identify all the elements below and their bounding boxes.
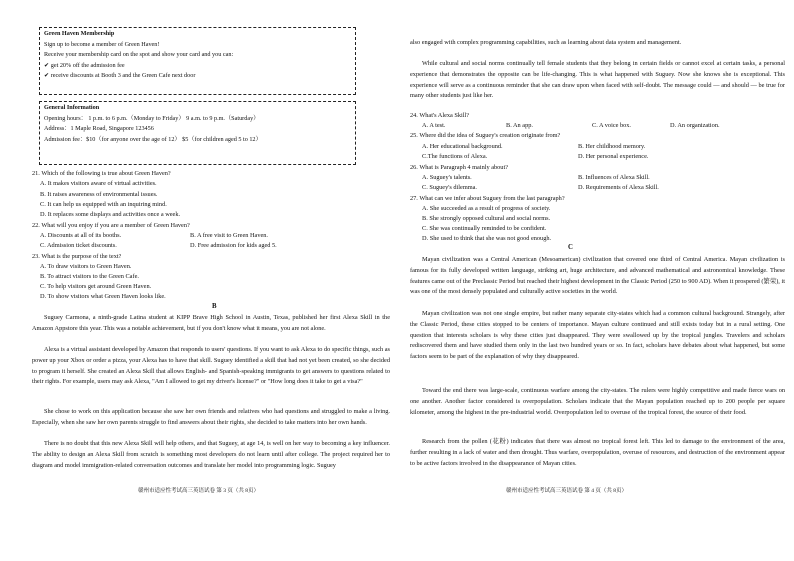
- q25-option-b: B. Her childhood memory.: [578, 143, 646, 150]
- q24-option-c: C. A voice box.: [592, 122, 632, 129]
- section-c-heading: C: [568, 244, 573, 251]
- passage-c-paragraph: Mayan civilization was a Central American (Mesoamerican) civilization that covered one third of Central America. Mayan civilization is famous for its fully developed written language, striking art, huge architecture, and advanced mathematical and astronomical knowledge. These features came out of the Preclassic Period but reached their highest development in the Classic Period (250 to 900 AD). When it prospered (繁荣), it was one of the most densely populated and culturally active societies in the world.: [410, 256, 785, 296]
- passage-b-paragraph: Alexa is a virtual assistant developed by Amazon that responds to users' questions. If you want to ask Alexa to do specific things, such as power up your Xbox or order a pizza, your Alexa has to have that skill. Suguey identified a skill that had not yet been created, so she decided to program it herself. She created an Alexa Skill that allows English- and Spanish-speaking immigrants to get answers to questions related to their rights. For example, users may ask Alexa, "Am I allowed to get my driver's license?" or "How long does it take to get a visa?": [32, 346, 390, 386]
- passage-c-paragraph: Research from the pollen (花粉) indicates that there was almost no tropical forest left. This led to damage to the environment of the area, further resulting in a lack of water and then drought. Thus warfare, overpopulation, overuse of resources, and destruction of the environment appear to be active factors involved in the disappearance of Mayan cities.: [410, 438, 785, 467]
- q24-option-d: D. An organization.: [670, 122, 720, 129]
- membership-title: Green Haven Membership: [44, 30, 115, 37]
- q21-option-a: A. It makes visitors aware of virtual activities.: [40, 180, 157, 187]
- membership-box: [39, 27, 356, 95]
- passage-c-paragraph: Mayan civilization was not one single empire, but rather many separate city-states which had a common cultural background. Strangely, after the Classic Period, these cities stopped to be centers of importance. Mayan culture continued and still exists today but in a rural setting. One question that interests scholars is why these cities just disappeared. They were swallowed up by the tropical jungles. Travelers and scholars rediscovered them and have studied them only in the last two hundred years or so. In fact, scholars have debates about what happened, but some factors seem to be part of the explanation of why they disappeared.: [410, 310, 785, 361]
- membership-line: Receive your membership card on the spot and show your card and you can:: [44, 51, 234, 58]
- question-27-stem: 27. What can we infer about Suguey from the last paragraph?: [410, 195, 565, 202]
- q26-option-c: C. Suguey's dilemma.: [422, 184, 478, 191]
- passage-b-paragraph: There is no doubt that this new Alexa Skill will help others, and that Suguey, at age 14, is well on her way to becoming a key influencer. The ability to design an Alexa Skill from scratch is something most developers do not learn until after college. The project required her to diagram and model immigration-related conversation outcomes and translate her model into programming logic. Suguey: [32, 440, 390, 469]
- membership-line: ✔ receive discounts at Booth 3 and the Green Cafe next door: [44, 72, 196, 79]
- passage-b-continuation: also engaged with complex programming capabilities, such as learning about data system and management.: [410, 39, 682, 46]
- q25-option-d: D. Her personal experience.: [578, 153, 649, 160]
- q26-option-b: B. Influences of Alexa Skill.: [578, 174, 650, 181]
- passage-b-paragraph: She chose to work on this application because she saw her own friends and relatives who had questions and struggled to make a living. Especially, when she saw her own parents struggle to find answers about their rights, she decided to take matters into her own hands.: [32, 408, 390, 426]
- left-page: [20, 0, 390, 561]
- q23-option-b: B. To attract visitors to the Green Cafe.: [40, 273, 139, 280]
- q27-option-a: A. She succeeded as a result of progress of society.: [422, 205, 551, 212]
- q22-option-b: B. A free visit to Green Haven.: [190, 232, 268, 239]
- q22-option-c: C. Admission ticket discounts.: [40, 242, 117, 249]
- question-22-stem: 22. What will you enjoy if you are a member of Green Haven?: [32, 222, 190, 229]
- q27-option-d: D. She used to think that she was not good enough.: [422, 235, 552, 242]
- general-info-line: Admission fee：$10（for anyone over the age of 12） $5（for children aged 5 to 12）: [44, 135, 262, 143]
- q24-option-b: B. An app.: [506, 122, 533, 129]
- general-info-line: Opening hours： 1 p.m. to 6 p.m.（Monday to Friday） 9 a.m. to 9 p.m.（Saturday）: [44, 114, 260, 122]
- section-b-heading: B: [212, 303, 217, 310]
- q25-option-a: A. Her educational background.: [422, 143, 503, 150]
- q23-option-a: A. To draw visitors to Green Haven.: [40, 263, 132, 270]
- question-23-stem: 23. What is the purpose of the text?: [32, 253, 122, 260]
- q21-option-b: B. It raises awareness of environmental issues.: [40, 191, 158, 198]
- passage-c-paragraph: Toward the end there was large-scale, continuous warfare among the city-states. The rulers were highly competitive and made fierce wars on one another. Another factor considered is overpopulation. Scholars indicate that the Mayan population reached up to 200 people per square kilometer, among the highest in the pre-industrial world. Overpopulation led to overuse of the tropical forest, the source of their food.: [410, 387, 785, 416]
- page-footer: 赣州市适应性考试高三英语试卷 第 3 页（共 8页）: [138, 488, 260, 494]
- q21-option-d: D. It replaces some displays and activities once a week.: [40, 211, 181, 218]
- page-footer: 赣州市适应性考试高三英语试卷 第 4 页（共 8页）: [506, 488, 628, 494]
- membership-line: ✔ get 20% off the admission fee: [44, 61, 125, 69]
- q24-options: [422, 121, 782, 132]
- general-info-line: Address：1 Maple Road, Singapore 123456: [44, 125, 154, 132]
- passage-b-continuation: While cultural and social norms continually tell female students that they belong in certain fields or cannot excel at certain tasks, a personal experience that demonstrates the opposite can be life-changing. This is what happened with Suguey. Now she knows she is exceptional. This experience will serve as a continuous reminder that she can draw upon when faced with self-doubt. The message could — and should — be true for many other students just like her.: [410, 60, 785, 100]
- right-page: [410, 0, 785, 561]
- q25-option-c: C.The functions of Alexa.: [422, 153, 488, 160]
- q21-option-c: C. It can help us equipped with an inquiring mind.: [40, 201, 167, 208]
- q27-option-b: B. She strongly opposed cultural and social norms.: [422, 215, 551, 222]
- question-25-stem: 25. Where did the idea of Suguey's creation originate from?: [410, 132, 561, 139]
- q22-option-d: D. Free admission for kids aged 5.: [190, 242, 277, 249]
- q23-option-d: D. To show visitors what Green Haven looks like.: [40, 293, 166, 300]
- q26-option-d: D. Requirements of Alexa Skill.: [578, 184, 659, 191]
- membership-line: Sign up to become a member of Green Haven!: [44, 40, 160, 48]
- question-24-stem: 24. What's Alexa Skill?: [410, 112, 470, 119]
- general-info-box: [39, 101, 356, 165]
- question-21-stem: 21. Which of the following is true about Green Haven?: [32, 170, 171, 177]
- q23-option-c: C. To help visitors get around Green Haven.: [40, 283, 152, 290]
- q27-option-c: C. She was continually reminded to be confident.: [422, 225, 547, 232]
- passage-b-paragraph: Suguey Carmona, a ninth-grade Latina student at KIPP Brave High School in Austin, Texas, published her first Alexa Skill in the Amazon Appstore this year. This was a notable achievement, but if you don't know what it means, you are not alone.: [32, 314, 390, 332]
- q22-option-a: A. Discounts at all of its booths.: [40, 232, 122, 239]
- general-info-title: General Information: [44, 104, 100, 111]
- question-26-stem: 26. What is Paragraph 4 mainly about?: [410, 164, 508, 171]
- q24-option-a: A. A test.: [422, 122, 446, 129]
- q26-option-a: A. Suguey's talents.: [422, 174, 472, 181]
